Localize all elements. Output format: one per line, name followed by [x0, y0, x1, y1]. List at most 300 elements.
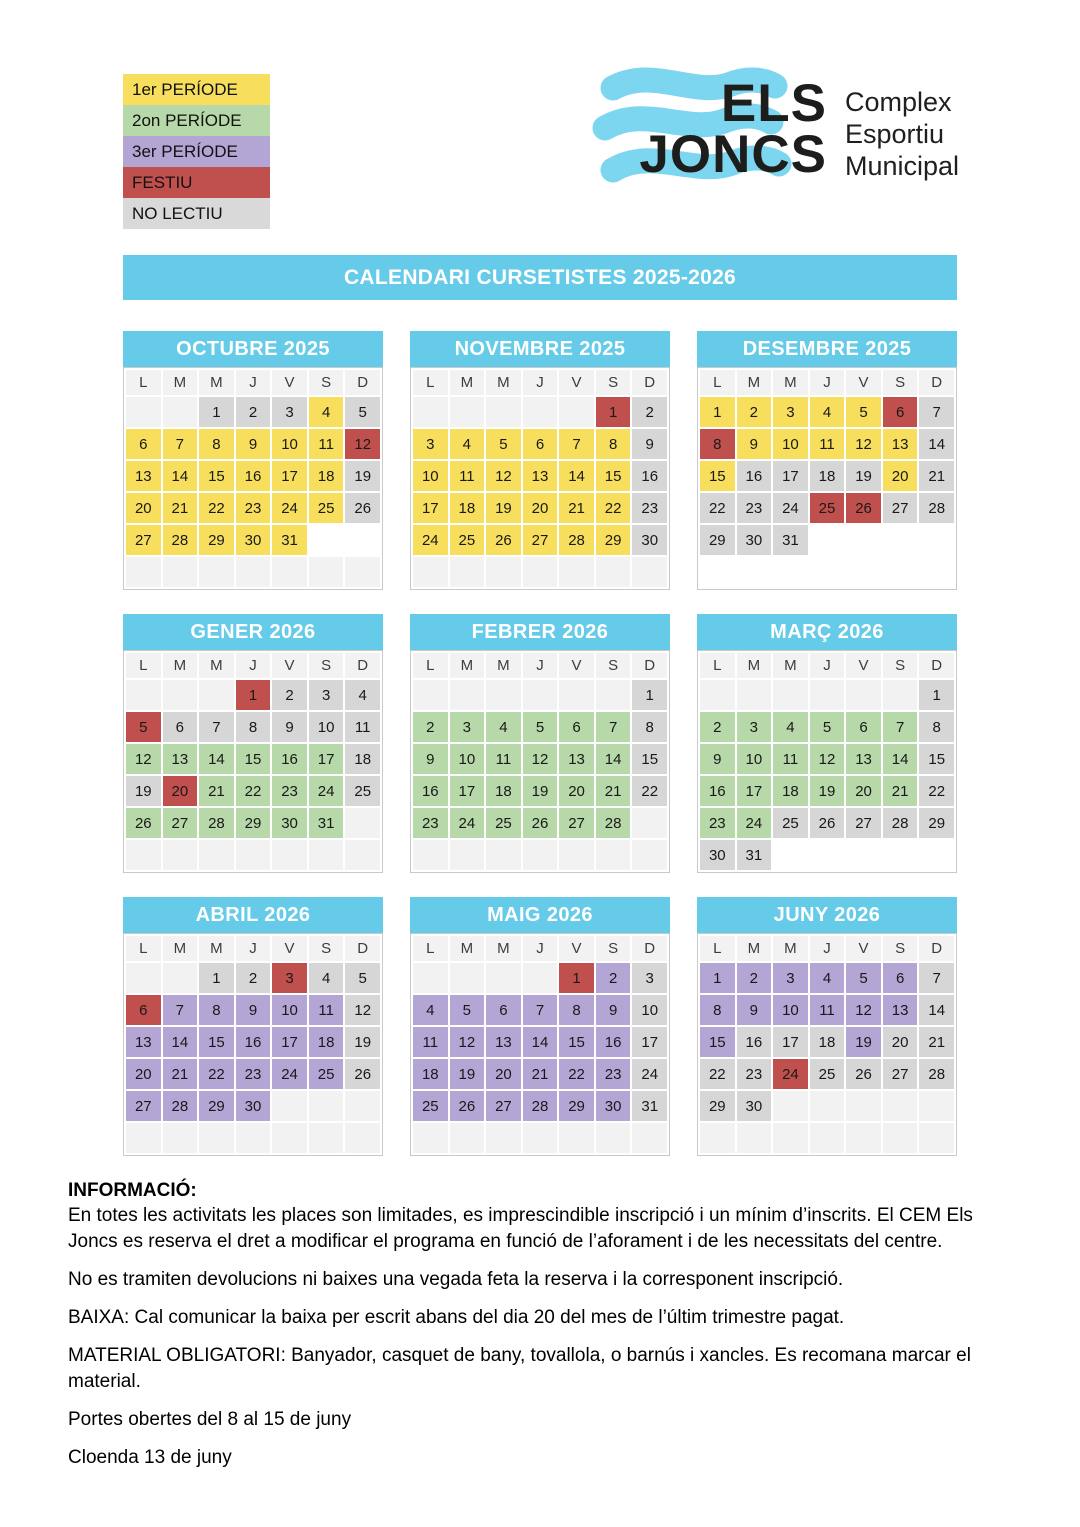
weekday-label: S — [309, 370, 344, 395]
day-cell: 15 — [199, 1027, 234, 1057]
day-cell: 15 — [236, 744, 271, 774]
empty-cell — [272, 1091, 307, 1121]
day-cell: 4 — [810, 963, 845, 993]
weekday-label: V — [846, 936, 881, 961]
day-cell: 19 — [345, 1027, 380, 1057]
day-cell: 2 — [236, 963, 271, 993]
empty-cell — [596, 680, 631, 710]
day-cell: 1 — [596, 397, 631, 427]
day-cell: 25 — [450, 525, 485, 555]
empty-cell — [523, 963, 558, 993]
day-cell: 16 — [700, 776, 735, 806]
info-paragraph: Cloenda 13 de juny — [68, 1447, 232, 1469]
weekday-label: M — [163, 653, 198, 678]
day-cell: 23 — [737, 1059, 772, 1089]
empty-cell — [883, 1123, 918, 1153]
day-cell: 4 — [486, 712, 521, 742]
day-cell: 7 — [883, 712, 918, 742]
day-cell: 17 — [773, 461, 808, 491]
day-cell: 18 — [309, 1027, 344, 1057]
weekday-label: S — [596, 653, 631, 678]
day-cell: 11 — [413, 1027, 448, 1057]
day-cell: 28 — [559, 525, 594, 555]
month-febrer-2026 — [410, 614, 670, 873]
month-desembre-2025 — [697, 331, 957, 590]
day-cell: 27 — [126, 1091, 161, 1121]
empty-cell — [272, 840, 307, 870]
day-cell: 9 — [272, 712, 307, 742]
weekday-label: V — [272, 936, 307, 961]
day-cell: 29 — [919, 808, 954, 838]
weekday-label: S — [883, 653, 918, 678]
day-cell: 6 — [883, 397, 918, 427]
day-cell: 8 — [199, 995, 234, 1025]
day-cell: 14 — [883, 744, 918, 774]
day-cell: 3 — [773, 397, 808, 427]
empty-cell — [632, 808, 667, 838]
empty-cell — [846, 525, 881, 555]
day-cell: 12 — [486, 461, 521, 491]
empty-cell — [309, 557, 344, 587]
logo-wordmark — [609, 74, 827, 184]
day-cell: 31 — [272, 525, 307, 555]
empty-cell — [919, 840, 954, 870]
day-cell: 18 — [450, 493, 485, 523]
weekday-label: M — [773, 936, 808, 961]
day-cell: 27 — [883, 493, 918, 523]
weekday-label: S — [309, 936, 344, 961]
empty-cell — [632, 840, 667, 870]
day-cell: 22 — [919, 776, 954, 806]
weekday-label: M — [773, 653, 808, 678]
empty-cell — [199, 557, 234, 587]
empty-cell — [919, 1123, 954, 1153]
day-cell: 21 — [199, 776, 234, 806]
day-cell: 21 — [559, 493, 594, 523]
day-cell: 17 — [632, 1027, 667, 1057]
day-cell: 24 — [309, 776, 344, 806]
day-cell: 13 — [559, 744, 594, 774]
day-cell: 9 — [413, 744, 448, 774]
day-cell: 11 — [773, 744, 808, 774]
day-cell: 18 — [810, 461, 845, 491]
empty-cell — [126, 1123, 161, 1153]
day-cell: 18 — [486, 776, 521, 806]
empty-cell — [450, 963, 485, 993]
day-cell: 14 — [199, 744, 234, 774]
day-cell: 23 — [236, 1059, 271, 1089]
weekday-label: D — [345, 370, 380, 395]
empty-cell — [450, 840, 485, 870]
weekday-label: J — [523, 653, 558, 678]
day-cell: 4 — [413, 995, 448, 1025]
day-cell: 15 — [632, 744, 667, 774]
day-cell: 10 — [272, 995, 307, 1025]
empty-cell — [846, 840, 881, 870]
day-cell: 3 — [632, 963, 667, 993]
day-cell: 5 — [126, 712, 161, 742]
day-cell: 22 — [596, 493, 631, 523]
weekday-label: J — [523, 936, 558, 961]
day-cell: 1 — [919, 680, 954, 710]
day-cell: 29 — [700, 1091, 735, 1121]
empty-cell — [700, 1123, 735, 1153]
empty-cell — [810, 1123, 845, 1153]
empty-cell — [126, 397, 161, 427]
page-title-banner — [123, 255, 957, 300]
day-cell: 20 — [883, 1027, 918, 1057]
day-cell: 24 — [272, 1059, 307, 1089]
day-cell: 21 — [919, 1027, 954, 1057]
empty-cell — [737, 557, 772, 587]
empty-cell — [523, 840, 558, 870]
day-cell: 22 — [236, 776, 271, 806]
day-cell: 26 — [810, 808, 845, 838]
empty-cell — [596, 840, 631, 870]
info-paragraph: En totes les activitats les places son limitades, es imprescindible inscripció i un mínim d’inscrits. El CEM Els Joncs es reserva el dret a modificar el programa en funció de l’aforament i de les necessitats del centre. — [68, 1205, 973, 1252]
empty-cell — [523, 397, 558, 427]
weekday-label: M — [199, 936, 234, 961]
weekday-label: J — [236, 370, 271, 395]
empty-cell — [309, 840, 344, 870]
day-cell: 20 — [846, 776, 881, 806]
empty-cell — [773, 1123, 808, 1153]
weekday-label: L — [700, 370, 735, 395]
day-cell: 1 — [559, 963, 594, 993]
day-cell: 4 — [345, 680, 380, 710]
day-cell: 28 — [596, 808, 631, 838]
day-cell: 8 — [199, 429, 234, 459]
day-cell: 9 — [236, 995, 271, 1025]
empty-cell — [846, 1123, 881, 1153]
weekday-label: V — [846, 370, 881, 395]
tagline-line: Complex — [845, 87, 952, 117]
day-cell: 31 — [737, 840, 772, 870]
day-cell: 19 — [810, 776, 845, 806]
day-cell: 14 — [163, 1027, 198, 1057]
day-cell: 15 — [700, 461, 735, 491]
day-cell: 9 — [596, 995, 631, 1025]
day-cell: 25 — [773, 808, 808, 838]
empty-cell — [163, 397, 198, 427]
month-juny-2026 — [697, 897, 957, 1156]
day-cell: 19 — [450, 1059, 485, 1089]
empty-cell — [883, 1091, 918, 1121]
day-cell: 15 — [919, 744, 954, 774]
day-cell: 25 — [413, 1091, 448, 1121]
day-cell: 12 — [126, 744, 161, 774]
day-cell: 22 — [199, 493, 234, 523]
weekday-label: M — [199, 370, 234, 395]
weekday-label: S — [883, 370, 918, 395]
weekday-label: D — [345, 653, 380, 678]
logo-tagline — [845, 86, 959, 182]
day-cell: 10 — [773, 995, 808, 1025]
day-cell: 12 — [450, 1027, 485, 1057]
day-cell: 22 — [700, 1059, 735, 1089]
day-cell: 31 — [309, 808, 344, 838]
day-cell: 8 — [700, 429, 735, 459]
day-cell: 21 — [163, 493, 198, 523]
empty-cell — [883, 525, 918, 555]
empty-cell — [199, 840, 234, 870]
tagline-line: Municipal — [845, 151, 960, 181]
day-cell: 5 — [345, 963, 380, 993]
day-cell: 9 — [236, 429, 271, 459]
month-grid — [410, 367, 670, 590]
month-novembre-2025 — [410, 331, 670, 590]
day-cell: 7 — [163, 995, 198, 1025]
day-cell: 12 — [846, 995, 881, 1025]
day-cell: 2 — [413, 712, 448, 742]
empty-cell — [486, 1123, 521, 1153]
day-cell: 8 — [236, 712, 271, 742]
empty-cell — [450, 1123, 485, 1153]
els-joncs-logo — [583, 62, 993, 212]
day-cell: 3 — [773, 963, 808, 993]
day-cell: 3 — [309, 680, 344, 710]
day-cell: 18 — [773, 776, 808, 806]
day-cell: 3 — [450, 712, 485, 742]
day-cell: 11 — [486, 744, 521, 774]
day-cell: 30 — [272, 808, 307, 838]
day-cell: 3 — [737, 712, 772, 742]
empty-cell — [596, 1123, 631, 1153]
day-cell: 18 — [413, 1059, 448, 1089]
weekday-label: M — [163, 936, 198, 961]
day-cell: 28 — [883, 808, 918, 838]
day-cell: 28 — [523, 1091, 558, 1121]
month-grid — [697, 650, 957, 873]
day-cell: 17 — [309, 744, 344, 774]
day-cell: 26 — [846, 1059, 881, 1089]
month-title: ABRIL 2026 — [123, 897, 383, 933]
empty-cell — [163, 1123, 198, 1153]
day-cell: 25 — [309, 493, 344, 523]
day-cell: 7 — [199, 712, 234, 742]
day-cell: 12 — [345, 995, 380, 1025]
day-cell: 8 — [559, 995, 594, 1025]
month-grid — [697, 367, 957, 590]
day-cell: 5 — [846, 963, 881, 993]
day-cell: 15 — [559, 1027, 594, 1057]
logo-line-joncs: JONCS — [639, 125, 827, 184]
empty-cell — [413, 840, 448, 870]
day-cell: 29 — [596, 525, 631, 555]
weekday-label: D — [345, 936, 380, 961]
day-cell: 16 — [272, 744, 307, 774]
day-cell: 10 — [413, 461, 448, 491]
empty-cell — [486, 680, 521, 710]
day-cell: 12 — [345, 429, 380, 459]
day-cell: 19 — [486, 493, 521, 523]
empty-cell — [236, 557, 271, 587]
weekday-label: M — [737, 936, 772, 961]
day-cell: 29 — [199, 1091, 234, 1121]
day-cell: 10 — [450, 744, 485, 774]
month-gener-2026 — [123, 614, 383, 873]
day-cell: 5 — [523, 712, 558, 742]
day-cell: 20 — [523, 493, 558, 523]
empty-cell — [413, 1123, 448, 1153]
empty-cell — [236, 840, 271, 870]
empty-cell — [700, 680, 735, 710]
weekday-label: M — [737, 370, 772, 395]
empty-cell — [700, 557, 735, 587]
weekday-label: D — [632, 370, 667, 395]
day-cell: 18 — [309, 461, 344, 491]
day-cell: 24 — [413, 525, 448, 555]
day-cell: 4 — [309, 397, 344, 427]
weekday-label: M — [199, 653, 234, 678]
day-cell: 7 — [919, 963, 954, 993]
day-cell: 25 — [810, 493, 845, 523]
day-cell: 28 — [919, 493, 954, 523]
empty-cell — [773, 840, 808, 870]
info-heading: INFORMACIÓ: — [68, 1180, 197, 1201]
day-cell: 26 — [846, 493, 881, 523]
day-cell: 13 — [126, 1027, 161, 1057]
day-cell: 11 — [450, 461, 485, 491]
day-cell: 9 — [737, 429, 772, 459]
empty-cell — [309, 525, 344, 555]
day-cell: 28 — [163, 525, 198, 555]
day-cell: 27 — [523, 525, 558, 555]
day-cell: 4 — [450, 429, 485, 459]
day-cell: 9 — [700, 744, 735, 774]
empty-cell — [345, 557, 380, 587]
info-paragraph: No es tramiten devolucions ni baixes una vegada feta la reserva i la corresponent inscripció. — [68, 1268, 844, 1290]
weekday-label: L — [413, 653, 448, 678]
day-cell: 21 — [919, 461, 954, 491]
weekday-label: M — [486, 653, 521, 678]
day-cell: 20 — [883, 461, 918, 491]
weekday-label: M — [773, 370, 808, 395]
day-cell: 25 — [345, 776, 380, 806]
weekday-label: S — [883, 936, 918, 961]
empty-cell — [309, 1091, 344, 1121]
empty-cell — [126, 680, 161, 710]
empty-cell — [126, 557, 161, 587]
weekday-label: L — [413, 370, 448, 395]
day-cell: 15 — [199, 461, 234, 491]
weekday-label: J — [236, 936, 271, 961]
month-title: FEBRER 2026 — [410, 614, 670, 650]
empty-cell — [919, 1091, 954, 1121]
day-cell: 30 — [236, 525, 271, 555]
day-cell: 28 — [199, 808, 234, 838]
weekday-label: S — [596, 936, 631, 961]
logo-line-els: ELS — [720, 74, 827, 133]
day-cell: 2 — [700, 712, 735, 742]
month-abril-2026 — [123, 897, 383, 1156]
day-cell: 21 — [883, 776, 918, 806]
day-cell: 18 — [810, 1027, 845, 1057]
day-cell: 6 — [486, 995, 521, 1025]
day-cell: 6 — [126, 429, 161, 459]
day-cell: 17 — [272, 461, 307, 491]
day-cell: 23 — [632, 493, 667, 523]
month-title: NOVEMBRE 2025 — [410, 331, 670, 367]
day-cell: 10 — [309, 712, 344, 742]
empty-cell — [450, 680, 485, 710]
day-cell: 30 — [737, 1091, 772, 1121]
day-cell: 1 — [199, 963, 234, 993]
empty-cell — [163, 557, 198, 587]
empty-cell — [810, 557, 845, 587]
day-cell: 14 — [559, 461, 594, 491]
day-cell: 13 — [883, 429, 918, 459]
day-cell: 11 — [309, 429, 344, 459]
day-cell: 17 — [450, 776, 485, 806]
empty-cell — [596, 557, 631, 587]
empty-cell — [309, 1123, 344, 1153]
day-cell: 17 — [737, 776, 772, 806]
day-cell: 26 — [450, 1091, 485, 1121]
weekday-label: S — [309, 653, 344, 678]
day-cell: 17 — [272, 1027, 307, 1057]
day-cell: 15 — [700, 1027, 735, 1057]
empty-cell — [413, 557, 448, 587]
legend-item-festiu: FESTIU — [123, 167, 270, 198]
legend-item-first-period: 1er PERÍODE — [123, 74, 270, 105]
weekday-label: V — [559, 653, 594, 678]
empty-cell — [126, 963, 161, 993]
day-cell: 25 — [810, 1059, 845, 1089]
empty-cell — [773, 557, 808, 587]
page-title: CALENDARI CURSETISTES 2025-2026 — [343, 265, 737, 289]
day-cell: 31 — [773, 525, 808, 555]
day-cell: 6 — [846, 712, 881, 742]
day-cell: 31 — [632, 1091, 667, 1121]
day-cell: 16 — [737, 1027, 772, 1057]
empty-cell — [737, 680, 772, 710]
legend-item-third-period: 3er PERÍODE — [123, 136, 270, 167]
weekday-label: D — [632, 936, 667, 961]
weekday-label: L — [413, 936, 448, 961]
day-cell: 1 — [199, 397, 234, 427]
empty-cell — [163, 963, 198, 993]
day-cell: 27 — [163, 808, 198, 838]
day-cell: 13 — [163, 744, 198, 774]
day-cell: 24 — [737, 808, 772, 838]
empty-cell — [413, 963, 448, 993]
day-cell: 10 — [773, 429, 808, 459]
day-cell: 9 — [737, 995, 772, 1025]
day-cell: 18 — [345, 744, 380, 774]
empty-cell — [919, 525, 954, 555]
day-cell: 11 — [309, 995, 344, 1025]
day-cell: 3 — [413, 429, 448, 459]
weekday-label: L — [700, 936, 735, 961]
empty-cell — [486, 557, 521, 587]
weekday-label: M — [450, 936, 485, 961]
day-cell: 8 — [919, 712, 954, 742]
day-cell: 30 — [596, 1091, 631, 1121]
day-cell: 22 — [559, 1059, 594, 1089]
weekday-label: J — [810, 936, 845, 961]
empty-cell — [810, 840, 845, 870]
day-cell: 16 — [236, 1027, 271, 1057]
empty-cell — [345, 1091, 380, 1121]
month-grid — [123, 933, 383, 1156]
day-cell: 1 — [700, 963, 735, 993]
day-cell: 22 — [632, 776, 667, 806]
weekday-label: M — [737, 653, 772, 678]
empty-cell — [413, 397, 448, 427]
months-grid — [123, 331, 957, 1156]
day-cell: 13 — [523, 461, 558, 491]
